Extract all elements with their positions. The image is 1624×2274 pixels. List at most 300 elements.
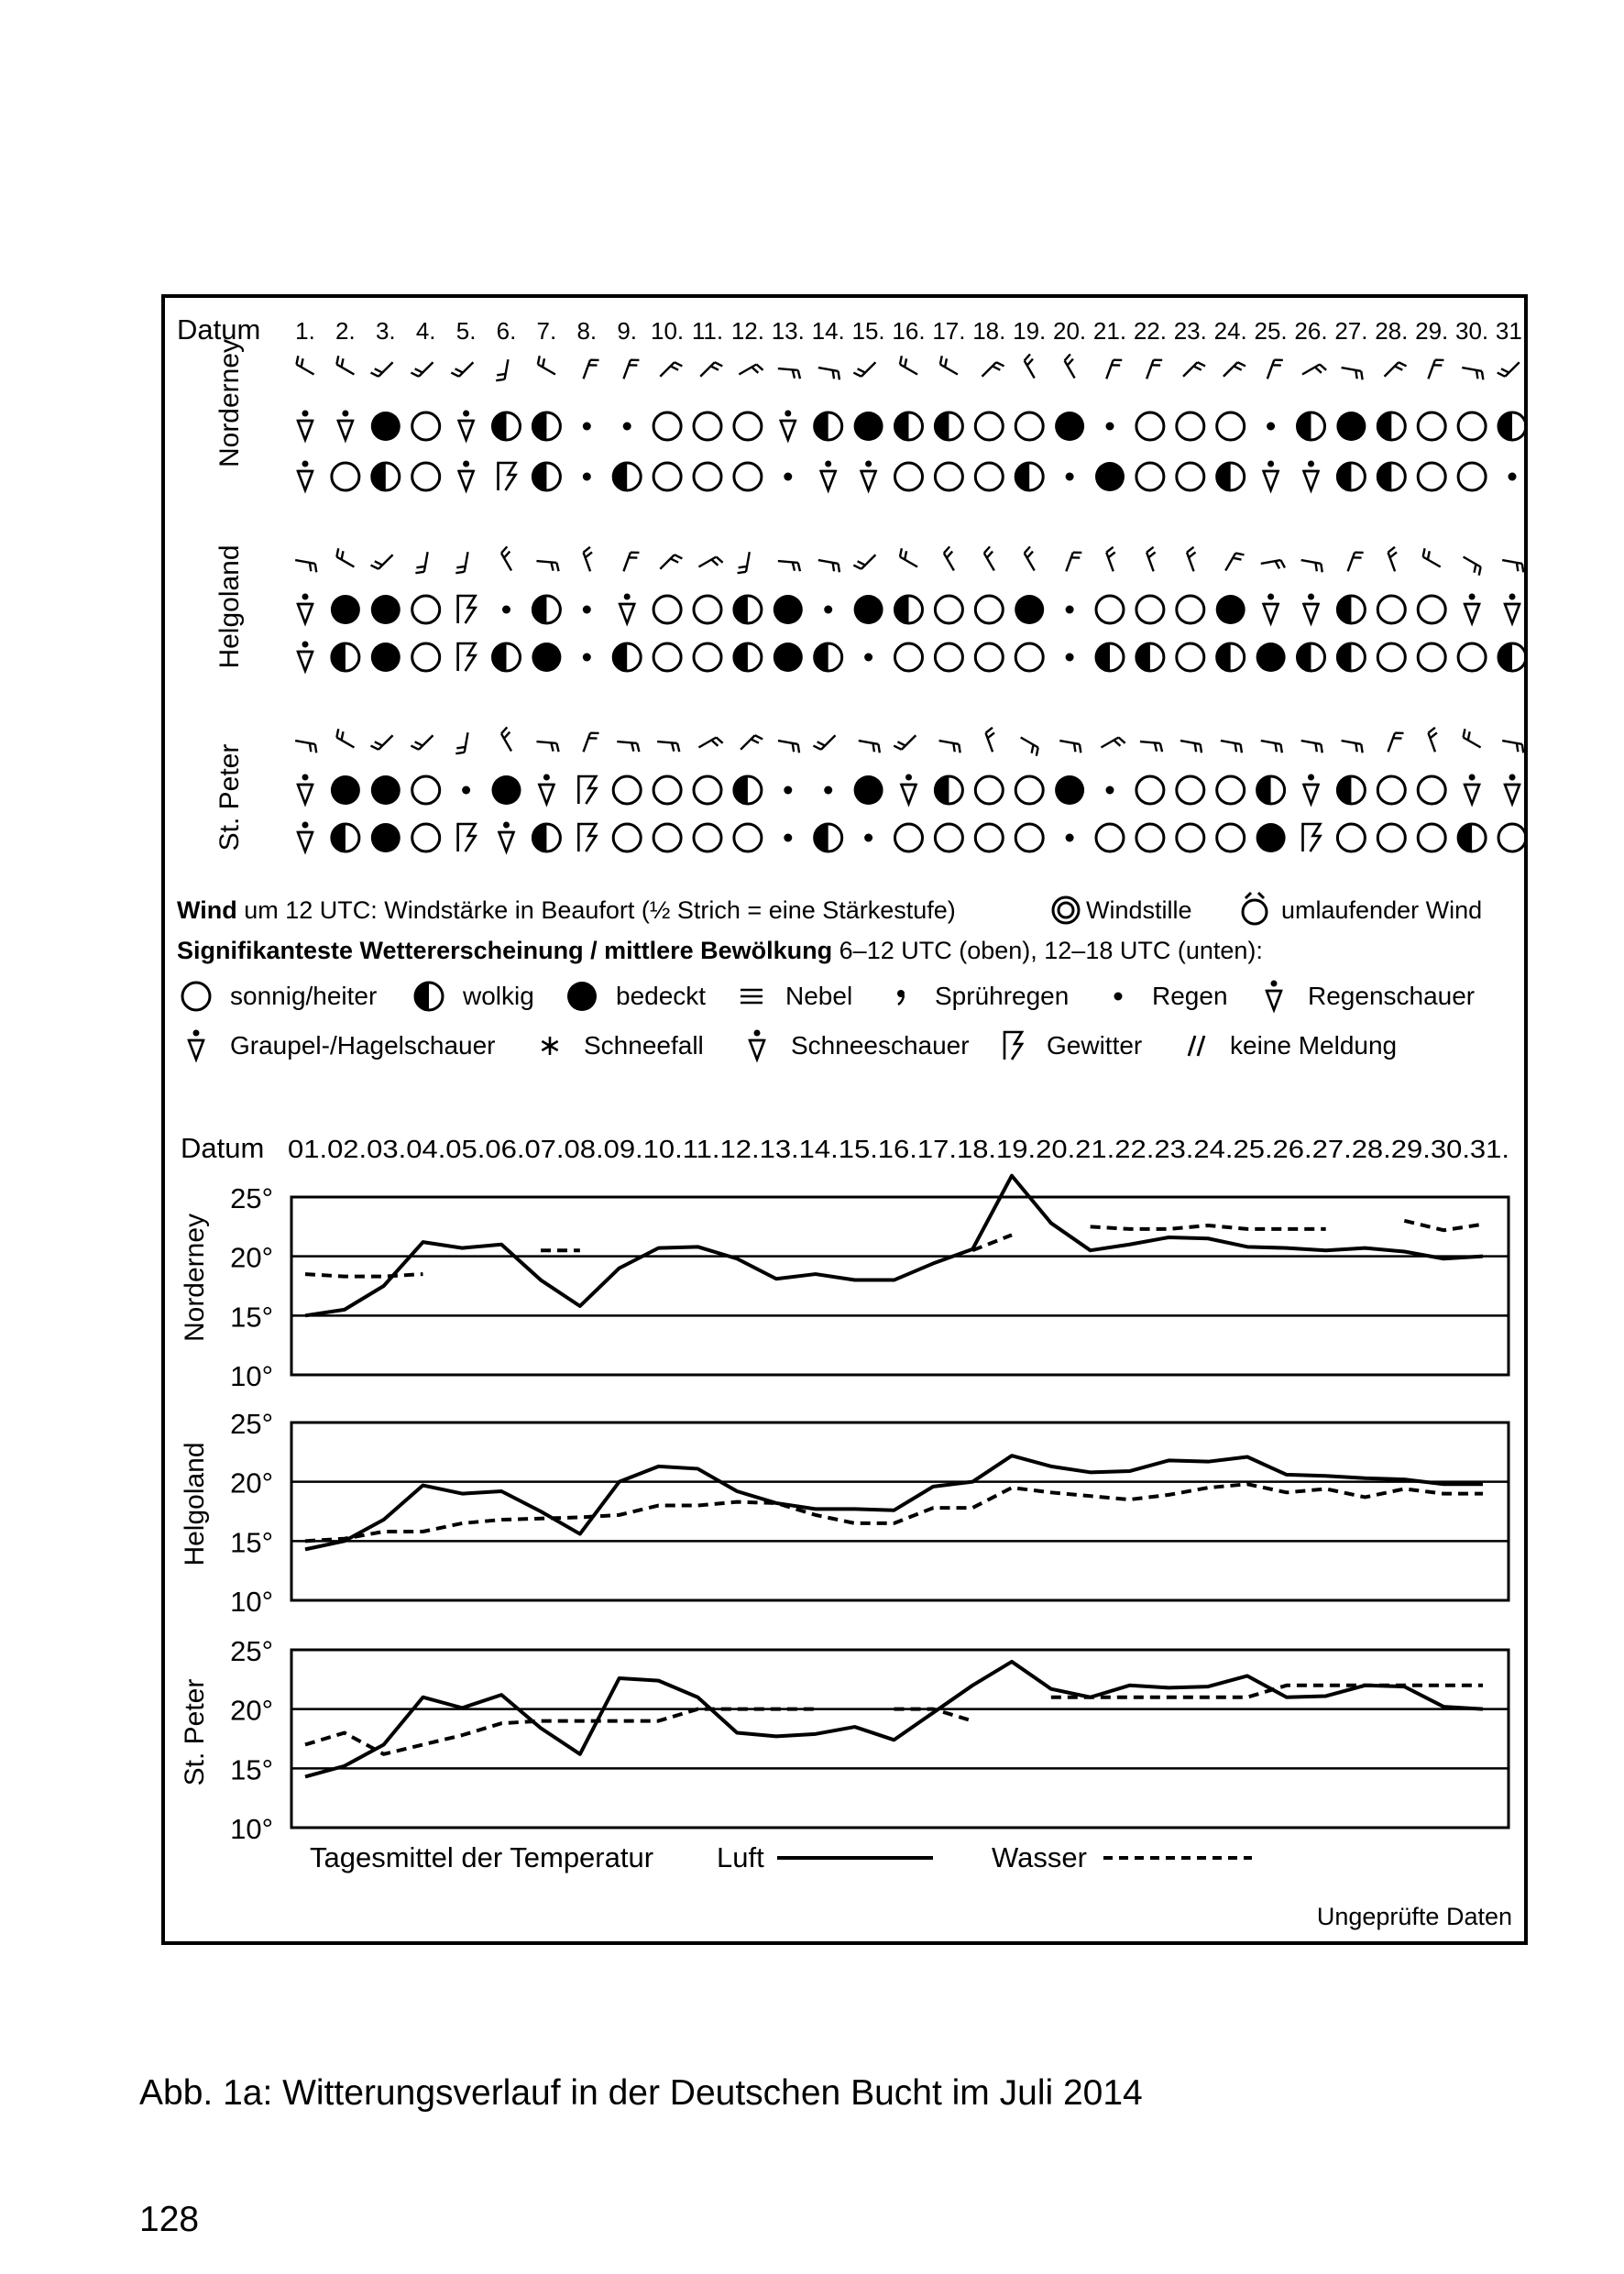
thunder-icon bbox=[1004, 1032, 1022, 1060]
sunny-icon bbox=[935, 463, 962, 490]
wind-barb-icon bbox=[411, 362, 433, 377]
sunny-icon bbox=[1418, 463, 1445, 490]
wind-barb-icon bbox=[778, 368, 800, 379]
day-label: 26. bbox=[1294, 317, 1328, 345]
shower-icon bbox=[459, 461, 474, 491]
partly-icon bbox=[1498, 643, 1526, 671]
wind-barb-icon bbox=[336, 548, 354, 566]
overcast-icon bbox=[854, 775, 883, 805]
partly-icon bbox=[532, 596, 560, 623]
y-tick-label: 20° bbox=[230, 1467, 273, 1500]
water-temperature-line bbox=[305, 1274, 423, 1277]
figure-caption: Abb. 1a: Witterungsverlauf in der Deutschen Bucht im Juli 2014 bbox=[139, 2073, 1143, 2113]
sunny-icon bbox=[1217, 412, 1245, 440]
wind-barb-icon bbox=[1502, 741, 1523, 753]
partly-icon bbox=[935, 776, 962, 804]
sunny-icon bbox=[1177, 463, 1204, 490]
partly-icon bbox=[613, 463, 641, 490]
sunny-icon bbox=[1136, 463, 1164, 490]
wind-barb-icon bbox=[1502, 560, 1523, 572]
day-label: 13. bbox=[771, 317, 805, 345]
water-temperature-line bbox=[1404, 1221, 1483, 1230]
thunder-icon bbox=[458, 824, 476, 851]
rain-icon bbox=[1114, 993, 1123, 1001]
overcast-icon bbox=[371, 823, 401, 852]
overcast-icon bbox=[774, 643, 803, 672]
wind-barb-icon bbox=[818, 560, 839, 572]
legend-item bbox=[1189, 1031, 1397, 1060]
day-label: 21. bbox=[1092, 317, 1127, 345]
legend-item bbox=[741, 982, 852, 1010]
partly-icon bbox=[1217, 463, 1245, 490]
wind-barb-icon bbox=[371, 735, 393, 750]
sunny-icon bbox=[694, 643, 721, 671]
partly-icon bbox=[815, 824, 842, 851]
partly-icon bbox=[1257, 776, 1285, 804]
day-label: 29. bbox=[1415, 317, 1449, 345]
partly-icon bbox=[1337, 776, 1365, 804]
wind-barb-icon bbox=[496, 359, 508, 380]
legend-item-label: Regenschauer bbox=[1308, 982, 1476, 1010]
wind-barb-icon bbox=[1301, 741, 1322, 753]
y-tick-label: 10° bbox=[230, 1360, 273, 1392]
wind-barb-icon bbox=[1140, 742, 1162, 752]
legend-item bbox=[750, 1030, 970, 1060]
sunny-icon bbox=[975, 596, 1003, 623]
wind-barb-icon bbox=[818, 368, 839, 379]
station-name: Helgoland bbox=[180, 1442, 210, 1566]
station-name: Norderney bbox=[180, 1213, 210, 1343]
wind-barb-icon bbox=[1021, 738, 1038, 756]
partly-icon bbox=[1377, 463, 1405, 490]
shower-icon bbox=[1505, 774, 1520, 805]
wind-barb-icon bbox=[939, 741, 960, 753]
legend-row-2 bbox=[189, 1030, 1397, 1060]
overcast-icon bbox=[371, 595, 401, 624]
y-tick-label: 10° bbox=[230, 1813, 273, 1845]
legend-item-label: Nebel bbox=[785, 982, 853, 1010]
wind-barb-icon bbox=[451, 362, 473, 377]
partly-icon bbox=[895, 596, 923, 623]
legend-sig-text: 6–12 UTC (oben), 12–18 UTC (unten): bbox=[832, 937, 1263, 964]
wind-barb-icon bbox=[1261, 560, 1285, 568]
wind-barb-icon bbox=[1342, 741, 1363, 753]
temp-legend-air-label: Luft bbox=[717, 1841, 764, 1873]
shower-icon bbox=[821, 461, 836, 491]
overcast-icon bbox=[371, 643, 401, 672]
sunny-icon bbox=[332, 463, 359, 490]
hail-icon bbox=[189, 1030, 203, 1060]
overcast-icon bbox=[371, 412, 401, 441]
air-temperature-line bbox=[305, 1456, 1483, 1549]
partly-icon bbox=[332, 824, 359, 851]
sunny-icon bbox=[734, 412, 762, 440]
sunny-icon bbox=[734, 463, 762, 490]
wind-barb-icon bbox=[738, 552, 750, 573]
wind-barb-icon bbox=[778, 741, 799, 753]
wind-barb-icon bbox=[657, 742, 679, 752]
legend bbox=[177, 893, 1482, 1060]
sunny-icon bbox=[895, 643, 923, 671]
y-tick-label: 15° bbox=[230, 1753, 273, 1786]
thunder-icon bbox=[458, 596, 476, 623]
rain-icon bbox=[1066, 834, 1074, 842]
wind-barb-icon bbox=[1147, 547, 1155, 572]
thunder-icon bbox=[578, 824, 596, 851]
wind-barb-icon bbox=[660, 362, 682, 377]
partly-icon bbox=[532, 412, 560, 440]
rain-icon bbox=[583, 473, 591, 481]
station-grid bbox=[295, 546, 1526, 672]
wind-barb-icon bbox=[1025, 354, 1035, 378]
wind-barb-icon bbox=[986, 728, 994, 753]
thunder-icon bbox=[578, 776, 596, 804]
wind-barb-icon bbox=[415, 552, 427, 573]
plot-area bbox=[291, 1423, 1509, 1600]
shower-icon bbox=[1304, 774, 1319, 805]
sunny-icon bbox=[935, 596, 962, 623]
sunny-icon bbox=[1418, 596, 1445, 623]
sunny-icon bbox=[653, 824, 681, 851]
wind-barb-icon bbox=[371, 555, 393, 569]
wind-barb-icon bbox=[1428, 728, 1436, 753]
partly-icon bbox=[734, 596, 762, 623]
rain-icon bbox=[824, 786, 832, 795]
day-label: 19. bbox=[1013, 317, 1047, 345]
sunny-icon bbox=[653, 412, 681, 440]
shower-icon bbox=[459, 411, 474, 441]
sunny-icon bbox=[653, 643, 681, 671]
sunny-icon bbox=[1377, 596, 1405, 623]
partly-icon bbox=[415, 983, 443, 1010]
rain-icon bbox=[784, 473, 792, 481]
partly-icon bbox=[734, 776, 762, 804]
wind-barb-icon bbox=[859, 741, 880, 753]
sunny-icon bbox=[653, 776, 681, 804]
overcast-icon bbox=[1216, 595, 1245, 624]
wind-barb-icon bbox=[900, 356, 917, 374]
temperature-charts bbox=[230, 1176, 1509, 1845]
sunny-icon bbox=[975, 824, 1003, 851]
sunny-icon bbox=[1217, 824, 1245, 851]
shower-icon bbox=[1264, 594, 1278, 624]
day-label: 20. bbox=[1053, 317, 1087, 345]
day-label: 15. bbox=[851, 317, 885, 345]
partly-icon bbox=[935, 412, 962, 440]
sunny-icon bbox=[1177, 596, 1204, 623]
legend-item-label: bedeckt bbox=[616, 982, 707, 1010]
shower-icon bbox=[1304, 594, 1319, 624]
shower-icon bbox=[298, 642, 313, 672]
water-temperature-line bbox=[1091, 1225, 1326, 1229]
sunny-icon bbox=[412, 643, 440, 671]
sunny-icon bbox=[1177, 776, 1204, 804]
wind-barb-icon bbox=[1221, 741, 1242, 753]
station-label-norderney-top bbox=[214, 339, 245, 467]
wind-barb-icon bbox=[536, 742, 558, 752]
weather-grid bbox=[295, 354, 1526, 852]
sunny-icon bbox=[1377, 776, 1405, 804]
day-label: 30. bbox=[1455, 317, 1489, 345]
shower-icon bbox=[781, 411, 796, 441]
wind-barb-icon bbox=[982, 362, 1004, 377]
station-name: St. Peter bbox=[214, 743, 245, 851]
day-label: 17. bbox=[932, 317, 966, 345]
temperature-legend bbox=[310, 1841, 1252, 1873]
day-label: 23. bbox=[1173, 317, 1207, 345]
datum-label-bottom: Datum bbox=[181, 1132, 265, 1164]
day-label: 10. bbox=[651, 317, 685, 345]
day-header-top bbox=[295, 317, 1529, 345]
sunny-icon bbox=[412, 463, 440, 490]
legend-item-label: Sprühregen bbox=[935, 982, 1070, 1010]
shower-icon bbox=[499, 822, 514, 852]
sunny-icon bbox=[895, 463, 923, 490]
sunny-icon bbox=[412, 824, 440, 851]
partly-icon bbox=[532, 824, 560, 851]
shower-icon bbox=[1267, 981, 1281, 1011]
day-label: 11. bbox=[691, 317, 724, 345]
station-name: Norderney bbox=[214, 338, 245, 468]
sunny-icon bbox=[734, 824, 762, 851]
sunny-icon bbox=[1377, 824, 1405, 851]
sunny-icon bbox=[1136, 596, 1164, 623]
rain-icon bbox=[824, 606, 832, 614]
station-name: St. Peter bbox=[180, 1678, 210, 1786]
wind-barb-icon bbox=[1388, 547, 1397, 572]
wind-barb-icon bbox=[1223, 362, 1245, 377]
sunny-icon bbox=[1418, 412, 1445, 440]
rain-icon bbox=[1066, 606, 1074, 614]
day-label: 25. bbox=[1254, 317, 1288, 345]
day-label: 6. bbox=[496, 317, 517, 345]
calm-icon bbox=[1053, 897, 1079, 923]
sunny-icon bbox=[1096, 824, 1124, 851]
shower-icon bbox=[298, 461, 313, 491]
y-tick-label: 15° bbox=[230, 1526, 273, 1559]
sunny-icon bbox=[694, 463, 721, 490]
day-header-bottom: 01.02.03.04.05.06.07.08.09.10.11.12.13.14.15.16.17.18.19.20.21.22.23.24.25.26.27.28.29.30.31. bbox=[288, 1135, 1509, 1163]
wind-barb-icon bbox=[1302, 365, 1326, 375]
overcast-icon bbox=[567, 982, 597, 1011]
shower-icon bbox=[298, 774, 313, 805]
day-label: 24. bbox=[1213, 317, 1247, 345]
wind-barb-icon bbox=[623, 553, 639, 572]
partly-icon bbox=[532, 463, 560, 490]
station-label-stpeter-top bbox=[214, 744, 245, 851]
overcast-icon bbox=[1336, 412, 1366, 441]
shower-icon bbox=[298, 822, 313, 852]
sunny-icon bbox=[895, 824, 923, 851]
partly-icon bbox=[1298, 643, 1325, 671]
overcast-icon bbox=[1256, 643, 1286, 672]
thunder-icon bbox=[458, 643, 476, 671]
day-label: 16. bbox=[892, 317, 926, 345]
partly-icon bbox=[895, 412, 923, 440]
partly-icon bbox=[1498, 412, 1526, 440]
wind-barb-icon bbox=[584, 360, 599, 379]
wind-barb-icon bbox=[660, 555, 682, 569]
temp-legend-title: Tagesmittel der Temperatur bbox=[310, 1841, 654, 1873]
rain-icon bbox=[462, 786, 470, 795]
station-label-norderney-chart bbox=[180, 1214, 210, 1342]
wind-barb-icon bbox=[617, 742, 639, 752]
wind-barb-icon bbox=[1261, 741, 1282, 753]
wind-barb-icon bbox=[1388, 733, 1404, 753]
rain-icon bbox=[583, 606, 591, 614]
shower-icon bbox=[1505, 594, 1520, 624]
sunny-icon bbox=[975, 412, 1003, 440]
legend-item bbox=[567, 982, 706, 1011]
wind-barb-icon bbox=[296, 356, 313, 374]
sunny-icon bbox=[1458, 643, 1486, 671]
partly-icon bbox=[493, 643, 521, 671]
y-tick-label: 15° bbox=[230, 1301, 273, 1334]
overcast-icon bbox=[774, 595, 803, 624]
day-label: 9. bbox=[617, 317, 638, 345]
legend-item-label: keine Meldung bbox=[1230, 1031, 1398, 1060]
legend-item-label: Schneeschauer bbox=[791, 1031, 970, 1060]
shower-icon bbox=[298, 411, 313, 441]
page-number: 128 bbox=[139, 2200, 200, 2239]
sunny-icon bbox=[1136, 776, 1164, 804]
shower-icon bbox=[1264, 461, 1278, 491]
wind-barb-icon bbox=[1464, 729, 1481, 747]
partly-icon bbox=[1015, 463, 1043, 490]
partly-icon bbox=[1337, 463, 1365, 490]
sunny-icon bbox=[1377, 643, 1405, 671]
wind-barb-icon bbox=[778, 561, 800, 571]
sunny-icon bbox=[1177, 824, 1204, 851]
partly-icon bbox=[613, 643, 641, 671]
wind-barb-icon bbox=[455, 732, 467, 753]
day-label: 12. bbox=[730, 317, 764, 345]
wind-barb-icon bbox=[1183, 362, 1205, 377]
unchecked-data-note: Ungeprüfte Daten bbox=[1316, 1903, 1512, 1930]
partly-icon bbox=[815, 412, 842, 440]
legend-item bbox=[542, 1031, 703, 1060]
thunder-icon bbox=[499, 463, 516, 490]
rain-icon bbox=[1509, 473, 1517, 481]
wind-barb-icon bbox=[739, 365, 763, 375]
wind-barb-icon bbox=[1101, 738, 1125, 748]
partly-icon bbox=[1096, 643, 1124, 671]
sunny-icon bbox=[935, 643, 962, 671]
sunny-icon bbox=[975, 776, 1003, 804]
day-label: 31. bbox=[1495, 317, 1530, 345]
rain-icon bbox=[1267, 423, 1275, 431]
station-label-stpeter-chart bbox=[180, 1679, 210, 1786]
partly-icon bbox=[1337, 643, 1365, 671]
partly-icon bbox=[1377, 412, 1405, 440]
legend-variable-label: umlaufender Wind bbox=[1281, 896, 1483, 924]
air-temperature-line bbox=[305, 1662, 1483, 1776]
sunny-icon bbox=[694, 776, 721, 804]
shower-icon bbox=[298, 594, 313, 624]
chart-1 bbox=[230, 1408, 1509, 1618]
rain-icon bbox=[1066, 473, 1074, 481]
wind-barb-icon bbox=[1147, 360, 1162, 379]
overcast-icon bbox=[1015, 595, 1044, 624]
wind-barb-icon bbox=[501, 727, 511, 751]
overcast-icon bbox=[854, 412, 883, 441]
legend-item-label: Schneefall bbox=[584, 1031, 704, 1060]
y-tick-label: 10° bbox=[230, 1586, 273, 1618]
legend-sig-bold: Signifikanteste Wettererscheinung / mittlere Bewölkung bbox=[177, 937, 833, 964]
rain-icon bbox=[1106, 423, 1114, 431]
legend-item-label: Regen bbox=[1152, 982, 1228, 1010]
shower-icon bbox=[1304, 461, 1319, 491]
wind-barb-icon bbox=[984, 546, 994, 570]
overcast-icon bbox=[1055, 412, 1084, 441]
rain-icon bbox=[784, 834, 792, 842]
sunny-icon bbox=[1177, 643, 1204, 671]
wind-barb-icon bbox=[1065, 354, 1075, 378]
sunny-icon bbox=[1136, 824, 1164, 851]
sunny-icon bbox=[1418, 776, 1445, 804]
wind-barb-icon bbox=[1267, 360, 1283, 379]
sunny-icon bbox=[975, 463, 1003, 490]
wind-barb-icon bbox=[700, 362, 722, 377]
legend-item bbox=[1114, 982, 1228, 1010]
wind-barb-icon bbox=[336, 729, 354, 747]
rain-icon bbox=[784, 786, 792, 795]
day-label: 2. bbox=[335, 317, 356, 345]
day-label: 7. bbox=[536, 317, 557, 345]
wind-barb-icon bbox=[538, 356, 555, 374]
partly-icon bbox=[1298, 412, 1325, 440]
legend-wind-text: um 12 UTC: Windstärke in Beaufort (½ Strich = eine Stärkestufe) bbox=[236, 896, 956, 924]
temp-legend-water-label: Wasser bbox=[992, 1841, 1087, 1873]
station-name: Helgoland bbox=[214, 544, 245, 669]
wind-barb-icon bbox=[623, 360, 639, 379]
snow-icon bbox=[542, 1037, 557, 1055]
wind-barb-icon bbox=[853, 362, 875, 377]
sunny-icon bbox=[1096, 596, 1124, 623]
partly-icon bbox=[815, 643, 842, 671]
plot-area bbox=[291, 1650, 1509, 1828]
sunny-icon bbox=[613, 776, 641, 804]
wind-barb-icon bbox=[741, 735, 763, 750]
overcast-icon bbox=[854, 595, 883, 624]
legend-item bbox=[189, 1030, 496, 1060]
wind-barb-icon bbox=[900, 548, 917, 566]
shower-icon bbox=[1465, 774, 1479, 805]
rain-icon bbox=[864, 654, 872, 662]
station-grid bbox=[295, 727, 1526, 852]
day-label: 4. bbox=[415, 317, 436, 345]
wind-barb-icon bbox=[1180, 741, 1202, 753]
legend-item bbox=[1267, 981, 1475, 1011]
station-label-helgoland-chart bbox=[180, 1442, 210, 1565]
station-grid bbox=[296, 354, 1526, 491]
partly-icon bbox=[734, 643, 762, 671]
fog-icon bbox=[741, 990, 763, 1003]
legend-item bbox=[1004, 1031, 1142, 1060]
nodata-icon bbox=[1189, 1036, 1204, 1056]
wind-barb-icon bbox=[1423, 548, 1441, 566]
sunny-icon bbox=[975, 643, 1003, 671]
wind-barb-icon bbox=[501, 546, 511, 570]
sunny-icon bbox=[1177, 412, 1204, 440]
wind-barb-icon bbox=[1428, 360, 1443, 379]
legend-calm-label: Windstille bbox=[1086, 896, 1192, 924]
overcast-icon bbox=[492, 775, 521, 805]
shower-icon bbox=[861, 461, 876, 491]
y-tick-label: 20° bbox=[230, 1694, 273, 1727]
rain-icon bbox=[623, 423, 631, 431]
overcast-icon bbox=[1095, 462, 1125, 491]
